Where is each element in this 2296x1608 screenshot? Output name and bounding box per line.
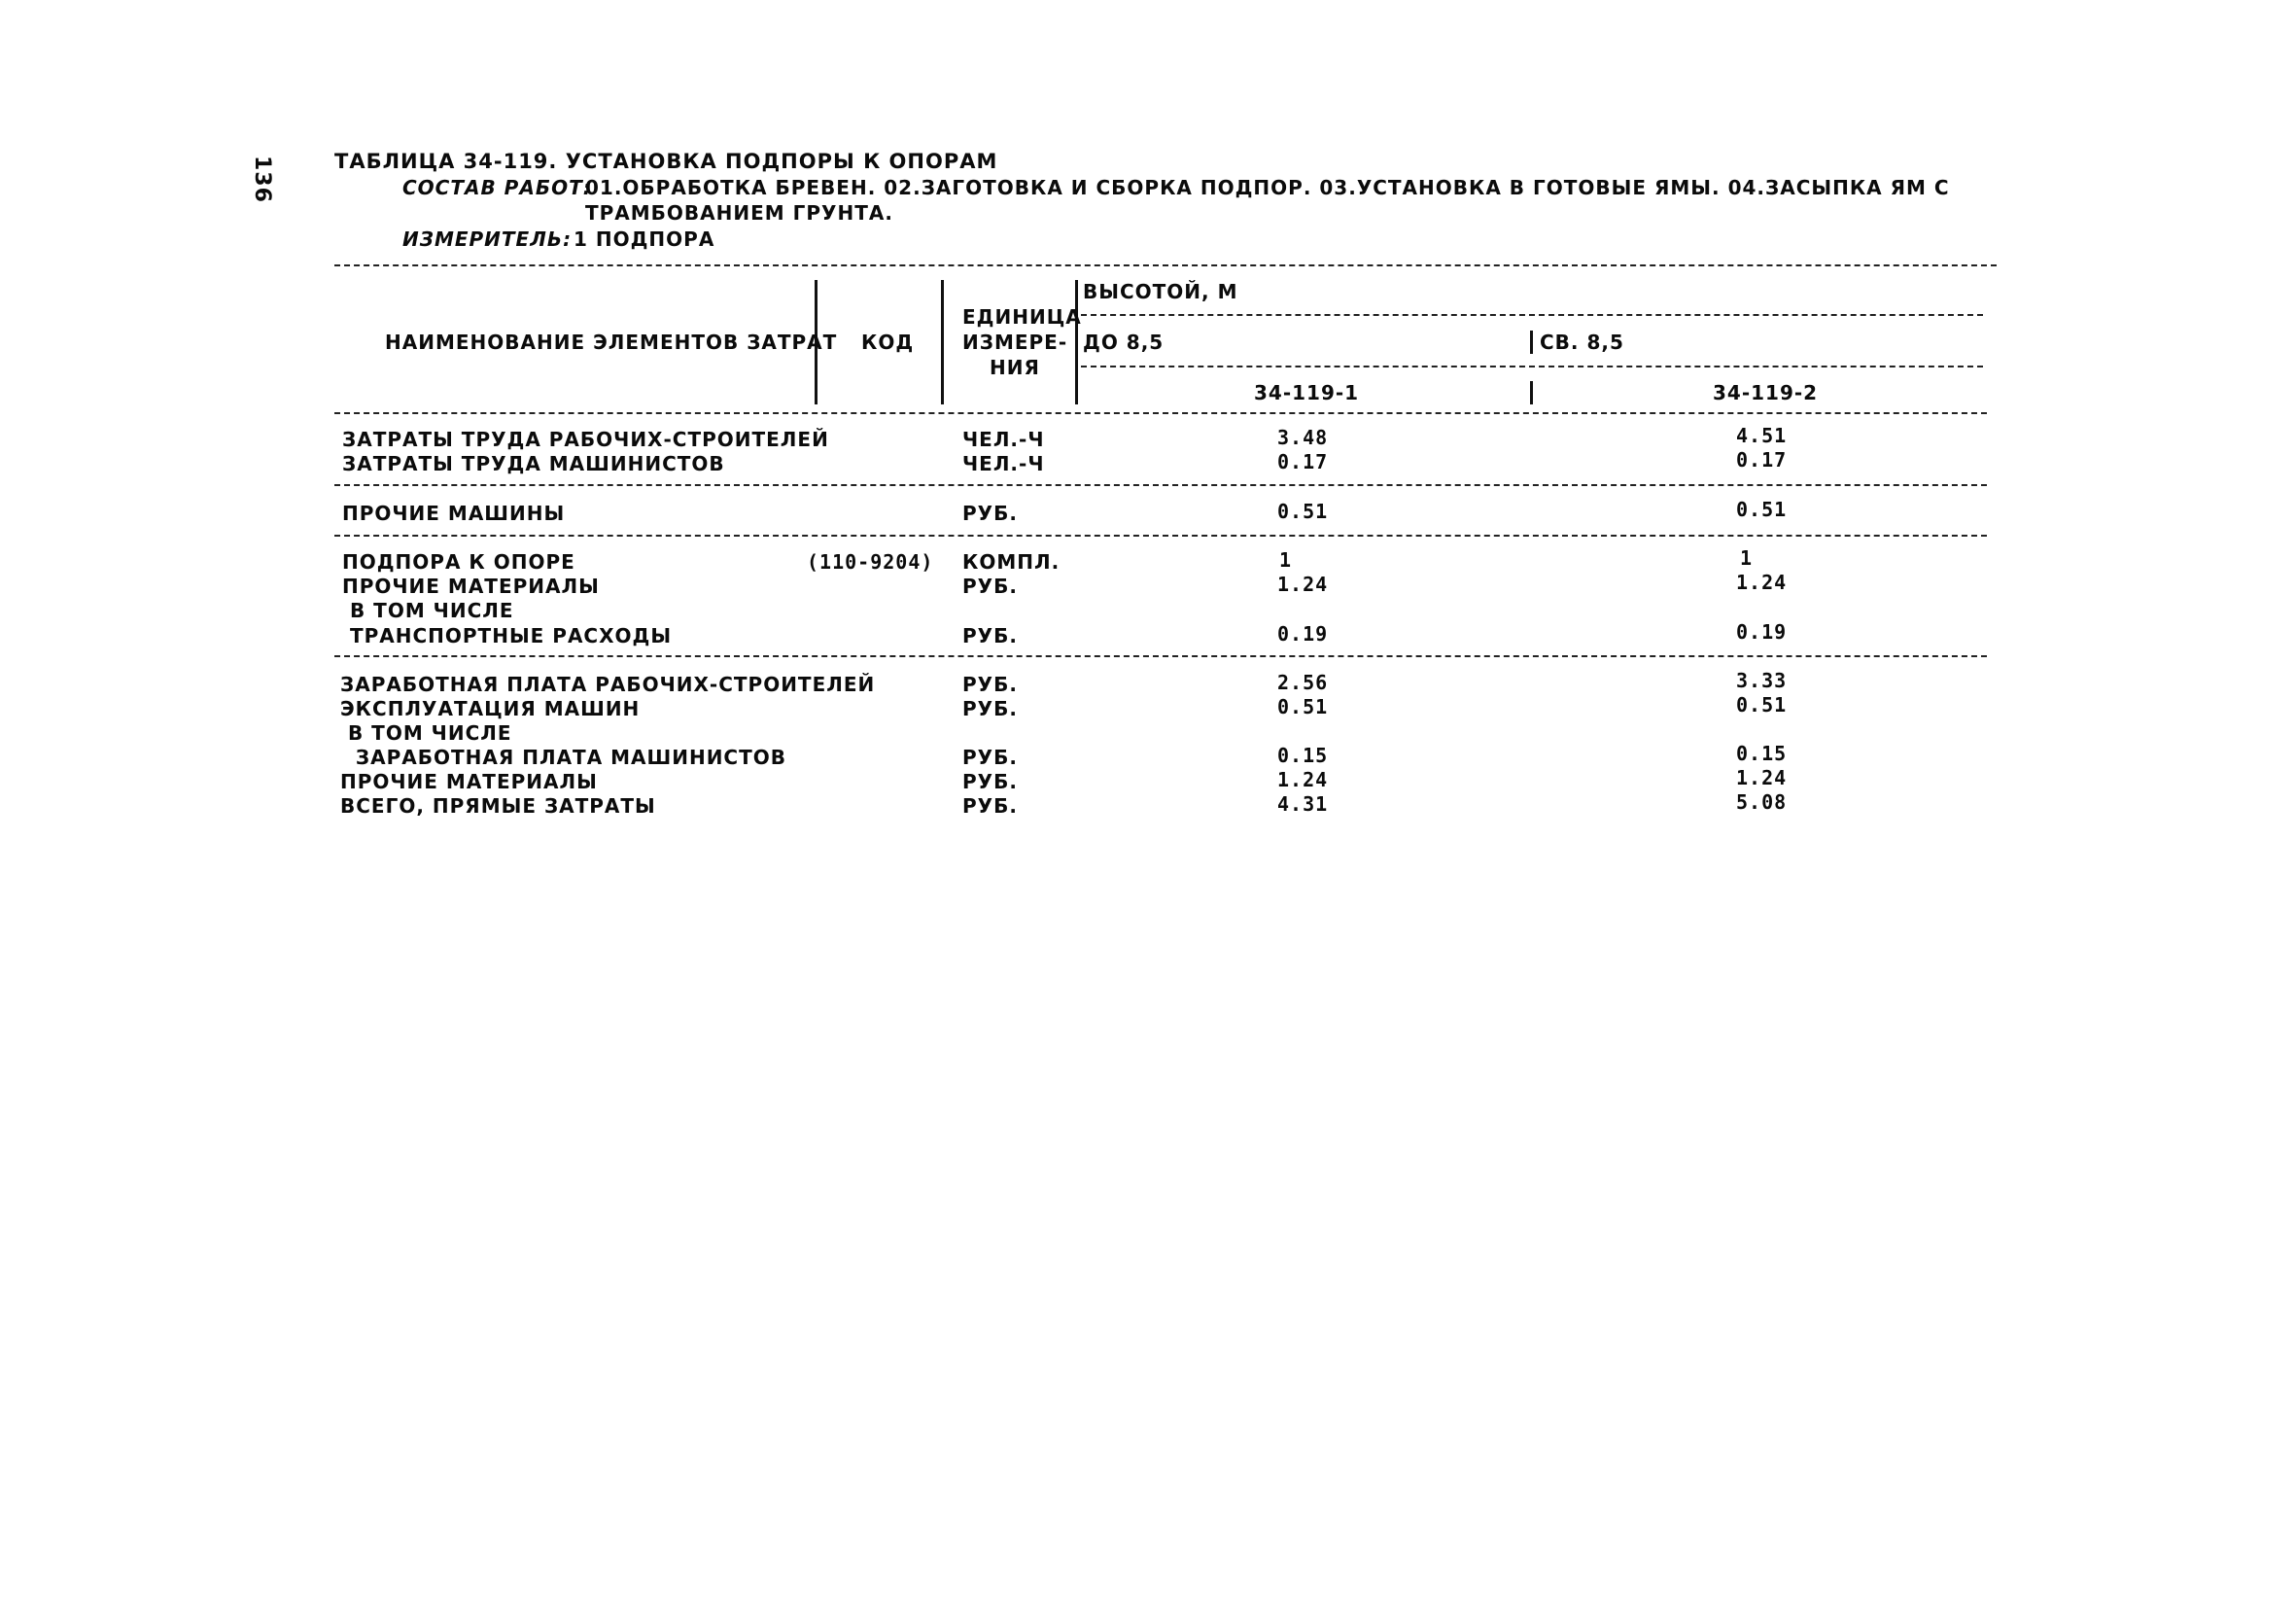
row-name: ПОДПОРА К ОПОРЕ [342,550,575,574]
row-unit: ЧЕЛ.-Ч [962,428,1045,451]
row-value-2: 0.51 [1736,693,1788,717]
header-sub1: ДО 8,5 [1083,331,1165,354]
row-name: ПРОЧИЕ МАШИНЫ [342,502,566,525]
table-title: ТАБЛИЦА 34-119. УСТАНОВКА ПОДПОРЫ К ОПОРАМ [334,150,998,173]
row-value-2: 0.17 [1736,448,1788,472]
group-rule-3 [334,655,1987,657]
row-value-2: 3.33 [1736,669,1788,692]
row-value-2: 4.51 [1736,424,1788,447]
row-unit: РУБ. [962,746,1018,769]
row-unit: РУБ. [962,794,1018,818]
header-unit-line2: ИЗМЕРЕ- [962,331,1068,354]
header-code1: 34-119-1 [1254,381,1360,404]
row-value-1: 4.31 [1277,792,1329,816]
row-value-1: 1.24 [1277,768,1329,791]
row-name: ЭКСПЛУАТАЦИЯ МАШИН [340,697,641,720]
row-name: ЗАРАБОТНАЯ ПЛАТА МАШИНИСТОВ [340,746,786,769]
row-unit: РУБ. [962,673,1018,696]
row-unit: РУБ. [962,575,1018,598]
header-rule-1 [1081,314,1983,316]
row-value-1: 0.19 [1277,622,1329,646]
header-separator-2 [941,280,944,404]
row-name: ПРОЧИЕ МАТЕРИАЛЫ [340,770,598,793]
row-value-1: 3.48 [1277,426,1329,449]
header-unit-line3: НИЯ [990,356,1040,379]
work-composition-label: СОСТАВ РАБОТ: [402,176,592,199]
meter-value: 1 ПОДПОРА [574,227,715,251]
row-name: ПРОЧИЕ МАТЕРИАЛЫ [342,575,600,598]
row-value-2: 1.24 [1736,571,1788,594]
row-name: В ТОМ ЧИСЛЕ [340,721,512,745]
row-unit: КОМПЛ. [962,550,1061,574]
row-name: ЗАТРАТЫ ТРУДА МАШИНИСТОВ [342,452,725,475]
row-value-1: 0.51 [1277,695,1329,718]
row-value-2: 0.51 [1736,498,1788,521]
header-height-col: ВЫСОТОЙ, М [1083,280,1238,303]
header-bottom-rule [334,412,1987,414]
meter-label: ИЗМЕРИТЕЛЬ: [402,227,573,251]
row-value-1: 2.56 [1277,671,1329,694]
row-value-1: 0.17 [1277,450,1329,473]
row-name: ЗАРАБОТНАЯ ПЛАТА РАБОЧИХ-СТРОИТЕЛЕЙ [340,673,876,696]
row-unit: РУБ. [962,624,1018,647]
row-unit: РУБ. [962,770,1018,793]
page-number: 136 [250,156,274,203]
row-code: (110-9204) [807,550,934,574]
row-value-2: 1 [1740,546,1754,570]
table-top-rule [334,264,1997,266]
row-value-1: 1 [1279,548,1293,572]
header-separator-4 [1530,331,1533,354]
group-rule-1 [334,484,1987,486]
row-value-1: 1.24 [1277,573,1329,596]
row-value-1: 0.51 [1277,500,1329,523]
row-value-1: 0.15 [1277,744,1329,767]
row-value-2: 1.24 [1736,766,1788,789]
header-separator-5 [1530,381,1533,404]
row-unit: ЧЕЛ.-Ч [962,452,1045,475]
header-separator-3 [1075,280,1078,404]
header-unit-line1: ЕДИНИЦА [962,305,1082,329]
row-name: ЗАТРАТЫ ТРУДА РАБОЧИХ-СТРОИТЕЛЕЙ [342,428,829,451]
group-rule-2 [334,535,1987,537]
row-name: ТРАНСПОРТНЫЕ РАСХОДЫ [342,624,673,647]
header-code-col: КОД [861,331,915,354]
row-value-2: 0.15 [1736,742,1788,765]
row-unit: РУБ. [962,502,1018,525]
row-name: В ТОМ ЧИСЛЕ [342,599,514,622]
work-composition-line1: 01.ОБРАБОТКА БРЕВЕН. 02.ЗАГОТОВКА И СБОРКА ПОДПОР. 03.УСТАНОВКА В ГОТОВЫЕ ЯМЫ. 04.ЗАСЫПКА ЯМ С [585,176,1950,199]
header-name-col: НАИМЕНОВАНИЕ ЭЛЕМЕНТОВ ЗАТРАТ [385,331,838,354]
row-value-2: 5.08 [1736,790,1788,814]
row-value-2: 0.19 [1736,620,1788,644]
work-composition-line2: ТРАМБОВАНИЕМ ГРУНТА. [585,201,893,225]
row-unit: РУБ. [962,697,1018,720]
row-name: ВСЕГО, ПРЯМЫЕ ЗАТРАТЫ [340,794,656,818]
header-rule-2 [1081,366,1983,367]
header-sub2: СВ. 8,5 [1540,331,1624,354]
header-code2: 34-119-2 [1713,381,1819,404]
